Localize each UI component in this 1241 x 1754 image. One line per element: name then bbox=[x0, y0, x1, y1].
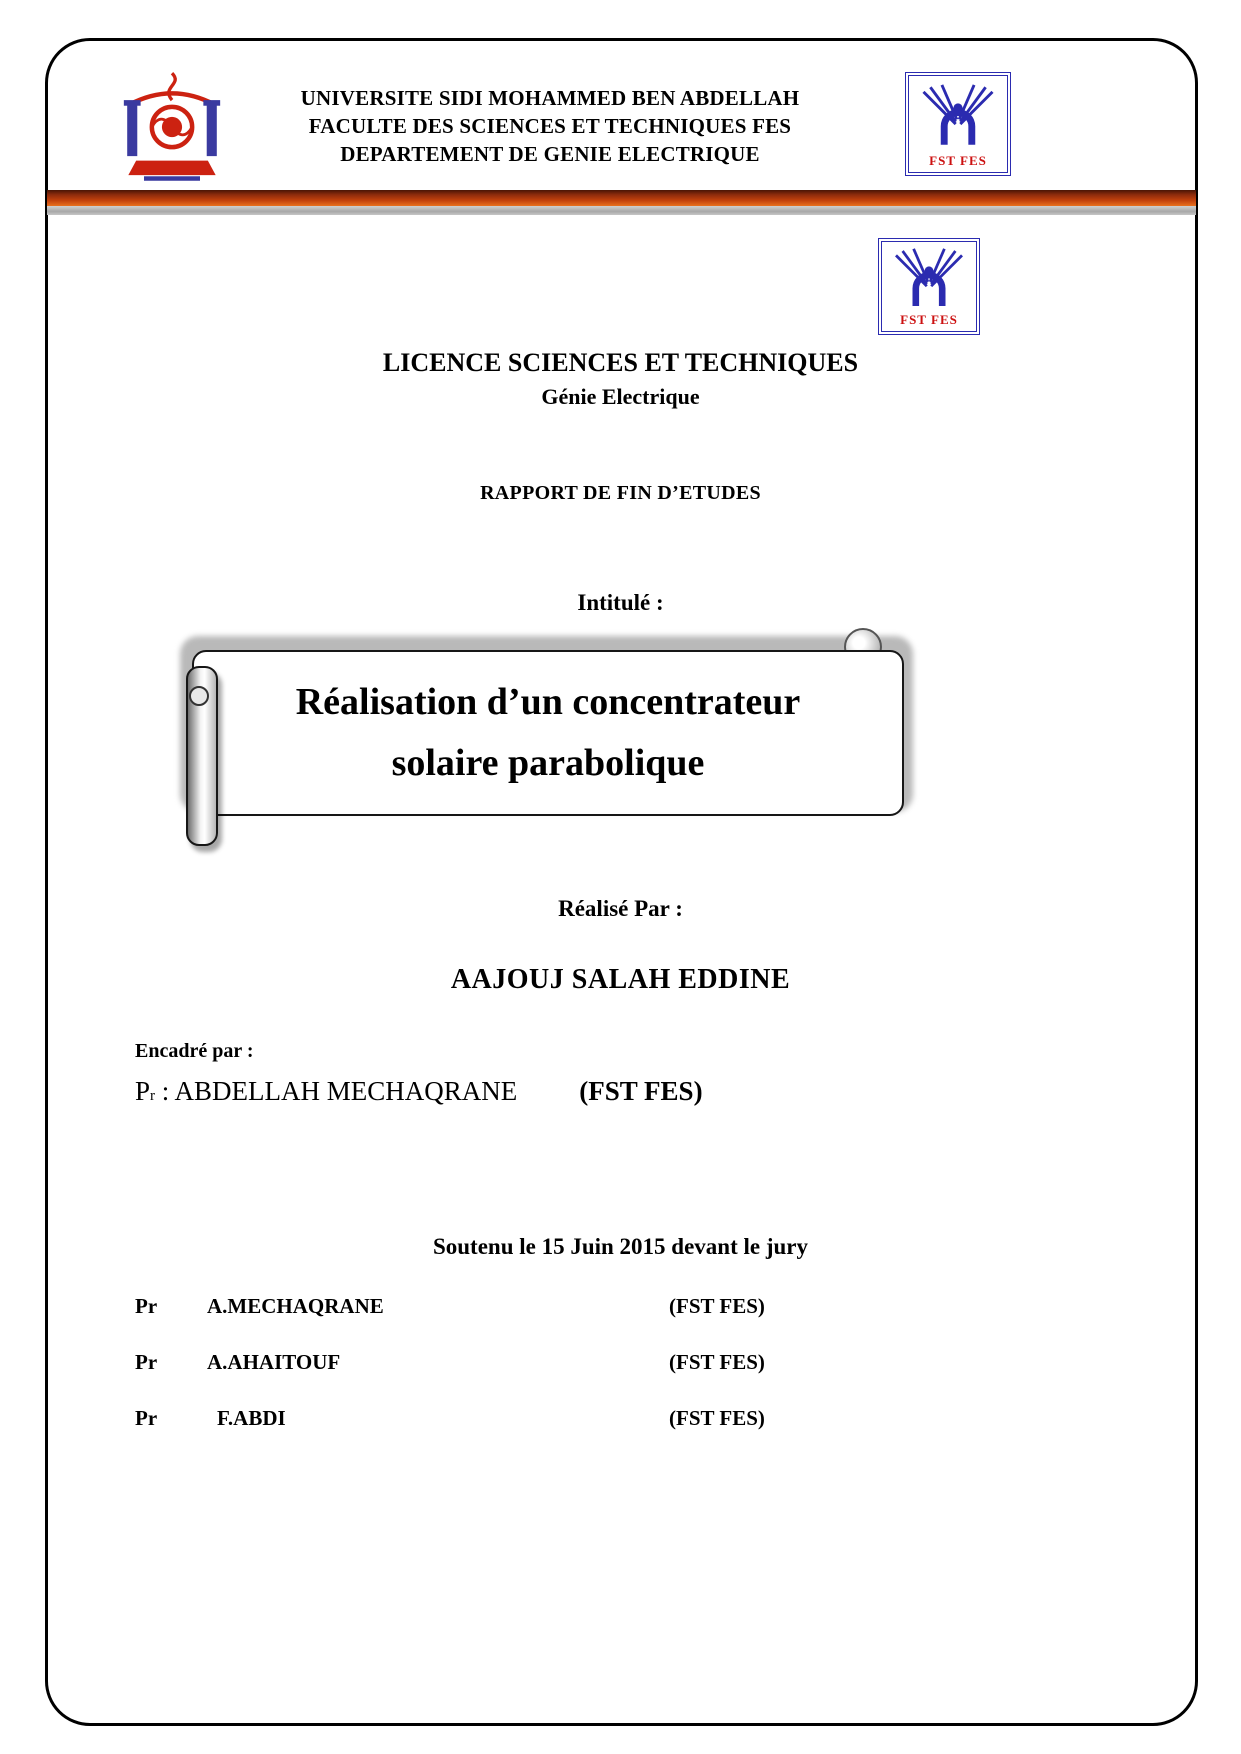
university-name: UNIVERSITE SIDI MOHAMMED BEN ABDELLAH bbox=[300, 86, 800, 110]
fst-fes-logo-secondary bbox=[878, 238, 980, 335]
department-name: DEPARTEMENT DE GENIE ELECTRIQUE bbox=[340, 142, 760, 166]
title-banner bbox=[192, 650, 904, 816]
banner-panel bbox=[192, 650, 904, 816]
jury-member-name: F.ABDI bbox=[217, 1405, 286, 1430]
separator-bar-orange bbox=[47, 190, 1196, 206]
jury-row bbox=[135, 1390, 797, 1446]
faculty-name: FACULTE DES SCIENCES ET TECHNIQUES FES bbox=[308, 114, 792, 138]
fst-fes-emblem-icon bbox=[912, 79, 1004, 153]
supervisor-title-superscript: r bbox=[150, 1088, 156, 1104]
institution-header bbox=[250, 84, 850, 168]
jury-row bbox=[135, 1278, 797, 1334]
jury-member-name: A.MECHAQRANE bbox=[207, 1293, 384, 1318]
fst-fes-logo-label: FST FES bbox=[929, 153, 987, 168]
intitule-label: Intitulé : bbox=[577, 590, 664, 615]
jury-member-title: Pr bbox=[135, 1349, 158, 1374]
jury-member-org: (FST FES) bbox=[669, 1349, 765, 1374]
university-logo bbox=[116, 70, 228, 184]
report-title-line2: solaire parabolique bbox=[391, 742, 705, 784]
report-title-line1: Réalisation d’un concentrateur bbox=[295, 681, 801, 723]
program-line2: Génie Electrique bbox=[541, 384, 700, 409]
banner-scroll-ring-icon bbox=[189, 686, 209, 706]
jury-row bbox=[135, 1334, 797, 1390]
jury-list bbox=[135, 1278, 797, 1446]
separator-bar-shadow bbox=[47, 206, 1196, 215]
program-heading bbox=[0, 348, 1241, 410]
report-type-heading: RAPPORT DE FIN D’ETUDES bbox=[480, 482, 761, 504]
defense-date-line: Soutenu le 15 Juin 2015 devant le jury bbox=[432, 1234, 809, 1259]
jury-member-name: A.AHAITOUF bbox=[207, 1349, 341, 1374]
supervisor-line bbox=[135, 1076, 895, 1107]
jury-member-org: (FST FES) bbox=[669, 1293, 765, 1318]
jury-member-org: (FST FES) bbox=[669, 1405, 765, 1430]
fst-fes-logo-label: FST FES bbox=[900, 312, 958, 327]
encadre-par-label: Encadré par : bbox=[135, 1040, 254, 1062]
supervisor-org: (FST FES) bbox=[579, 1076, 703, 1106]
realise-par-label: Réalisé Par : bbox=[558, 896, 683, 921]
author-name: AAJOUJ SALAH EDDINE bbox=[450, 964, 791, 995]
program-line1: LICENCE SCIENCES ET TECHNIQUES bbox=[382, 348, 859, 377]
jury-member-title: Pr bbox=[135, 1405, 158, 1430]
fst-fes-emblem-icon bbox=[885, 245, 973, 312]
banner-scroll-roll-icon bbox=[186, 666, 218, 846]
fst-fes-logo bbox=[905, 72, 1011, 176]
supervisor-name: : ABDELLAH MECHAQRANE bbox=[155, 1076, 518, 1106]
supervisor-title-prefix: P bbox=[135, 1076, 151, 1106]
university-emblem-icon bbox=[116, 70, 228, 184]
jury-member-title: Pr bbox=[135, 1293, 158, 1318]
page-border bbox=[45, 38, 1198, 1726]
